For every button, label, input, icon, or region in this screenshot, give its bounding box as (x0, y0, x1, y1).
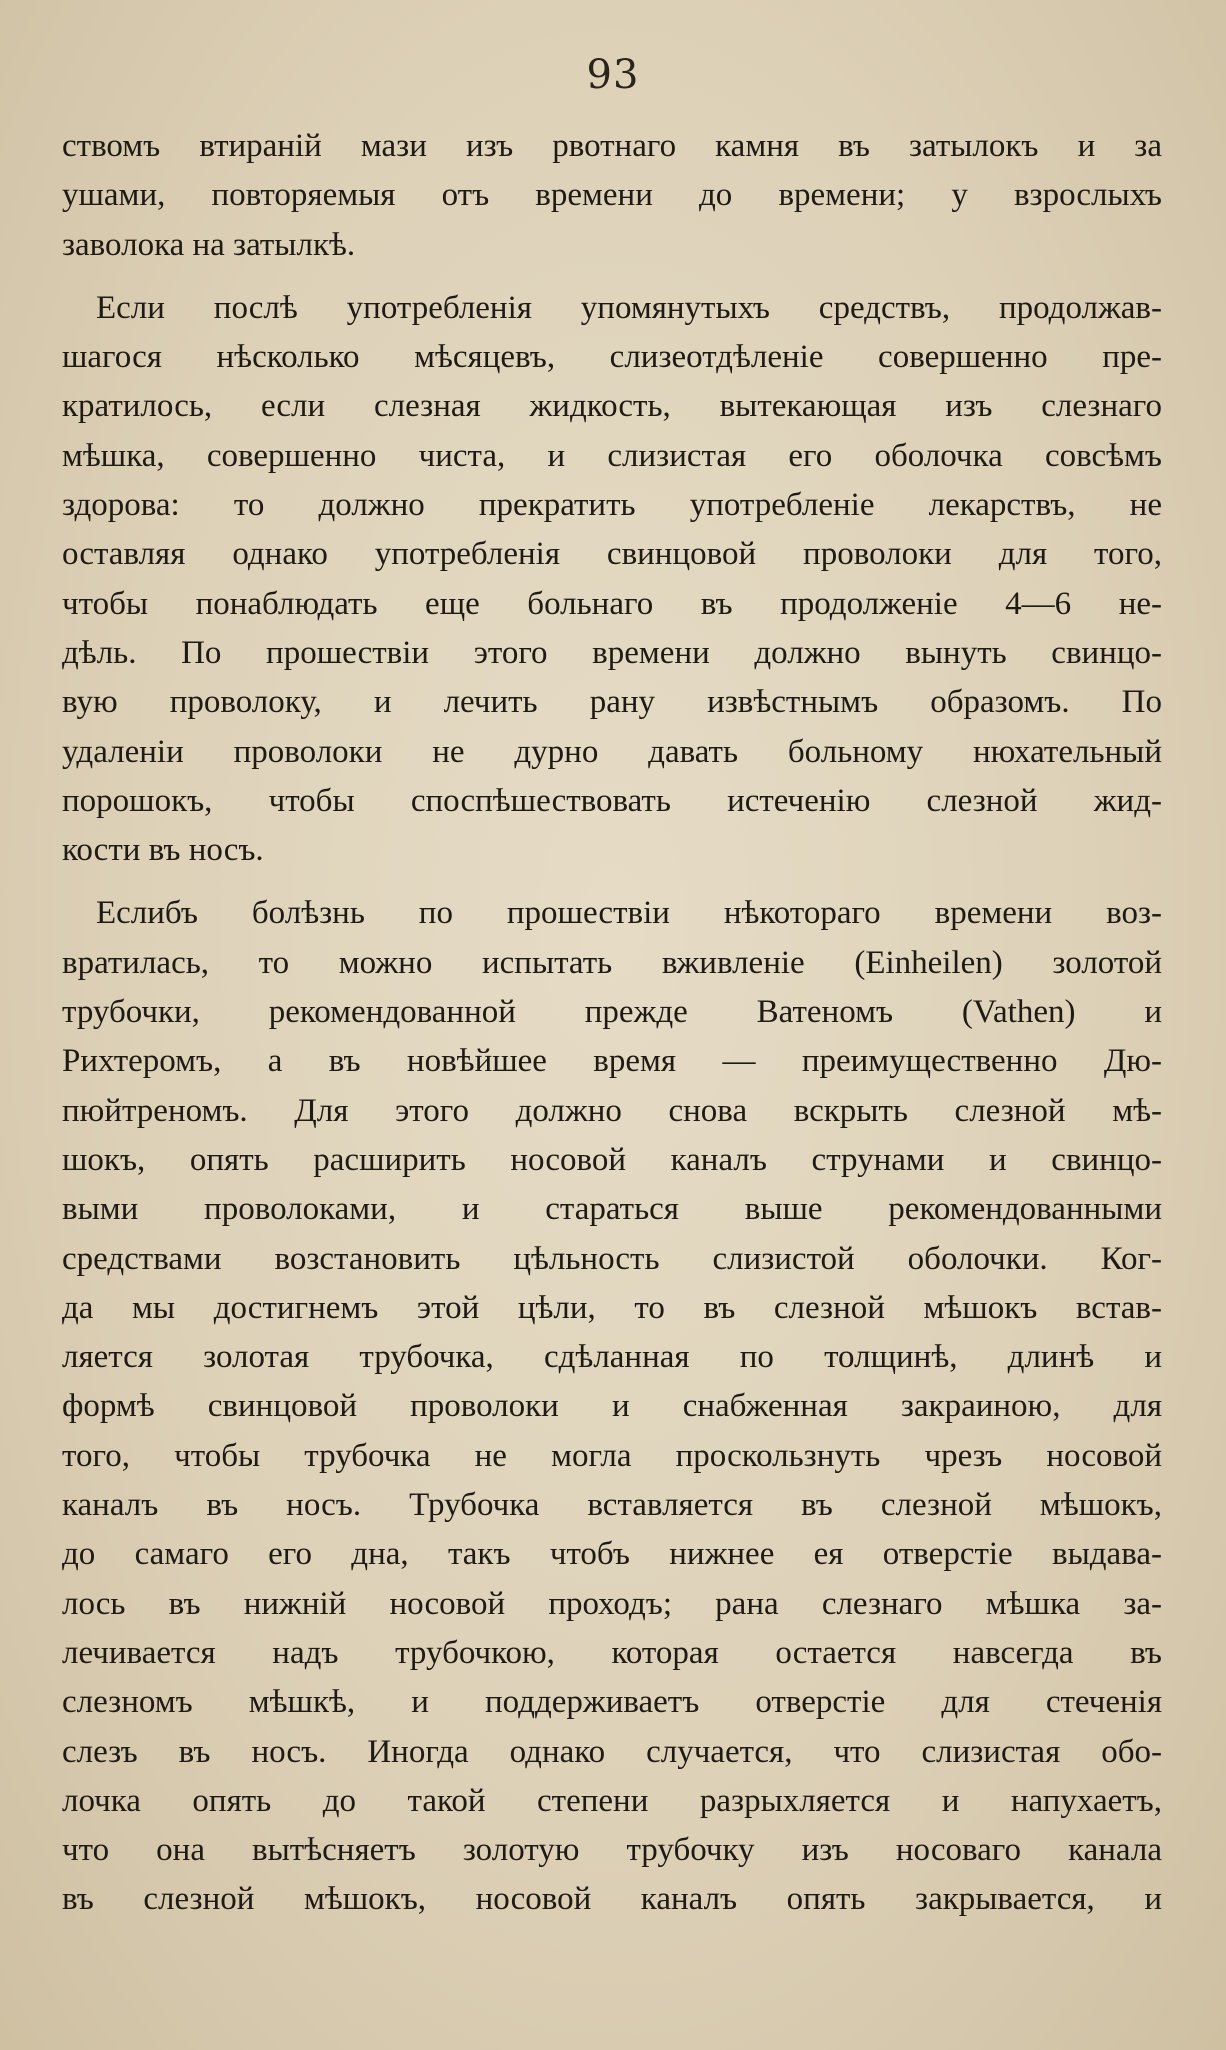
text-line: оставляя однако употребленiя свинцовой проволоки для того, (62, 536, 1162, 573)
text-line: вратилась, то можно испытать вживленie (Einheilen) золотой (62, 944, 1162, 981)
body-text (62, 122, 1162, 1925)
text-line: вую проволоку, и лечить рану извѣстнымъ образомъ. По (62, 684, 1162, 721)
text-line: кости въ носъ. (62, 832, 264, 869)
text-line: слезномъ мѣшкѣ, и поддерживаетъ отверстie для стеченiя (62, 1684, 1162, 1721)
text-line: Еслибъ болѣзнь по прошествiи нѣкотораго времени воз- (96, 895, 1162, 932)
text-line: лочка опять до такой степени разрыхляется и напухаетъ, (62, 1782, 1162, 1819)
text-line: ляется золотая трубочка, сдѣланная по толщинѣ, длинѣ и (62, 1339, 1162, 1376)
text-line: да мы достигнемъ этой цѣли, то въ слезной мѣшокъ встав- (62, 1289, 1162, 1326)
text-line: ствомъ втиранiй мази изъ рвотнаго камня въ затылокъ и за (62, 128, 1162, 164)
text-line: до самаго его дна, такъ чтобъ нижнее ея отверстie выдава- (62, 1536, 1162, 1573)
text-line: заволока на затылкѣ. (62, 226, 356, 263)
text-line: лечивается надъ трубочкою, которая остается навсегда въ (62, 1634, 1162, 1671)
text-line: Если послѣ употребленiя упомянутыхъ средствъ, продолжав- (96, 289, 1162, 326)
text-line: дѣль. По прошествiи этого времени должно вынуть свинцо- (62, 634, 1162, 671)
text-line: что она вытѣсняетъ золотую трубочку изъ носоваго канала (62, 1832, 1162, 1869)
text-line: въ слезной мѣшокъ, носовой каналъ опять закрывается, и (62, 1881, 1162, 1918)
text-line: выми проволоками, и стараться выше рекомендованными (62, 1191, 1162, 1228)
text-line: слезъ въ носъ. Иногда однако случается, что слизистая обо- (62, 1733, 1162, 1770)
text-line: каналъ въ носъ. Трубочка вставляется въ слезной мѣшокъ, (62, 1487, 1162, 1524)
text-line: кратилось, если слезная жидкость, вытекающая изъ слезнаго (62, 388, 1162, 425)
text-line: порошокъ, чтобы споспѣшествовать истеченiю слезной жид- (62, 782, 1162, 819)
page-number: 93 (586, 52, 640, 98)
text-line: Рихтеромъ, а въ новѣйшее время — преимущественно Дю- (62, 1043, 1162, 1080)
text-line: здорова: то должно прекратить употребленie лекарствъ, не (62, 487, 1162, 524)
text-line: шагося нѣсколько мѣсяцевъ, слизеотдѣленie совершенно пре- (62, 339, 1162, 376)
text-line: шокъ, опять расширить носовой каналъ струнами и свинцо- (62, 1141, 1162, 1178)
text-line: удаленiи проволоки не дурно давать больному нюхательный (62, 733, 1162, 770)
text-line: чтобы понаблюдать еще больнаго въ продолженie 4—6 не- (62, 585, 1162, 622)
paragraph-gap (62, 875, 1162, 889)
text-line: того, чтобы трубочка не могла проскользнуть чрезъ носовой (62, 1437, 1162, 1474)
text-line: трубочки, рекомендованной прежде Ватеномъ (Vathen) и (62, 994, 1162, 1031)
text-line: ушами, повторяемыя отъ времени до времени; у взрослыхъ (62, 177, 1162, 214)
text-line: пюйтреномъ. Для этого должно снова вскрыть слезной мѣ- (62, 1092, 1162, 1129)
paragraph-gap (62, 270, 1162, 284)
text-line: средствами возстановить цѣльность слизистой оболочки. Ког- (62, 1240, 1162, 1277)
text-line: мѣшка, совершенно чиста, и слизистая его оболочка совсѣмъ (62, 437, 1162, 474)
text-line: формѣ свинцовой проволоки и снабженная закраиною, для (62, 1388, 1162, 1425)
text-line: лось въ нижнiй носовой проходъ; рана слезнаго мѣшка за- (62, 1585, 1162, 1622)
